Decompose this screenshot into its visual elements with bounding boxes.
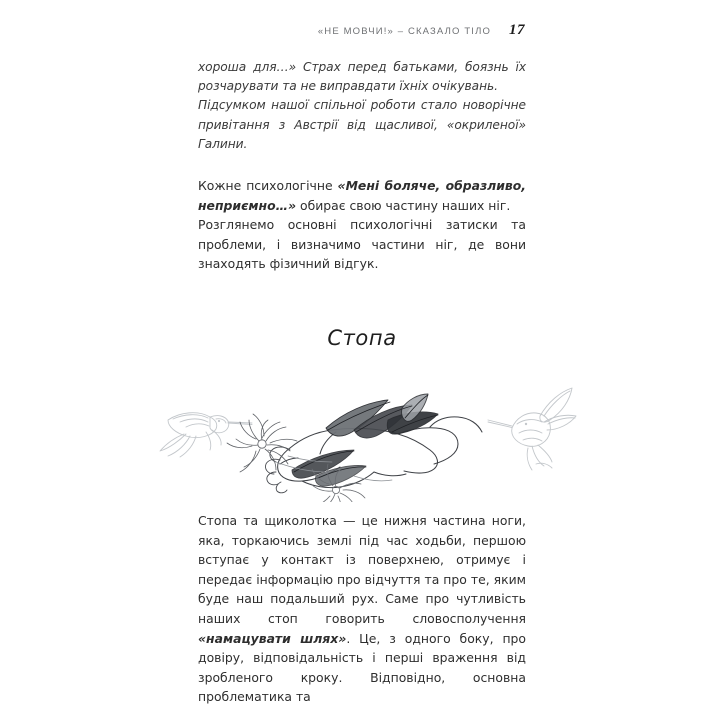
bare-feet-with-flowers-illustration <box>227 394 482 502</box>
intro-paragraph-1: хороша для…» Страх перед батьками, боязнь їх розчарувати та не виправдати їхніх очікувань. <box>198 60 526 94</box>
body-paragraph-1-lead: Кожне психологічне <box>198 178 338 194</box>
lower-paragraph-1-emphasis: «намацувати шлях» <box>198 630 347 646</box>
body-paragraph-1-tail: обирає свою частину наших ніг. <box>296 197 511 213</box>
paragraph-spacer <box>198 154 526 176</box>
body-paragraph-1 <box>198 176 526 215</box>
lower-paragraph-1-tail: . Це, з одного боку, про довіру, відповідальність і перші враження від зробленого кроку. Відповідно, основна проблематика та <box>198 630 526 705</box>
running-head <box>198 22 525 39</box>
intro-paragraph-2: Підсумком нашої спільної роботи стало новорічне привітання з Австрії від щасливої, «окриленої» Галини. <box>198 98 526 151</box>
upper-text-column <box>198 58 526 274</box>
page-number: 17 <box>509 22 525 38</box>
hummingbird-left-icon <box>160 413 252 457</box>
lower-text-column <box>198 511 526 707</box>
body-paragraph-2: Розглянемо основні психологічні затиски та проблеми, і визначимо частини ніг, де вони знаходять фізичний відгук. <box>198 217 526 272</box>
lower-paragraph-1-lead: Стопа та щиколотка — це нижня частина ноги, яка, торкаючись землі під час ходьби, першою вступає у контакт із поверхнею, отримує і передає інформацію про відчуття та про те, яким буде наш подальший рух. Саме про чутливість наших стоп говорить словосполучення <box>198 513 526 626</box>
chapter-illustration <box>140 372 580 502</box>
section-heading: Стопа <box>327 326 397 350</box>
lower-paragraph-1 <box>198 511 526 707</box>
hummingbird-right-icon <box>488 388 576 470</box>
body-paragraph-1-emphasis: «Мені боляче, образливо, неприємно…» <box>198 178 526 213</box>
intro-italic-block <box>198 58 526 154</box>
running-head-title: «НЕ МОВЧИ!» – СКАЗАЛО ТІЛО <box>317 26 491 37</box>
